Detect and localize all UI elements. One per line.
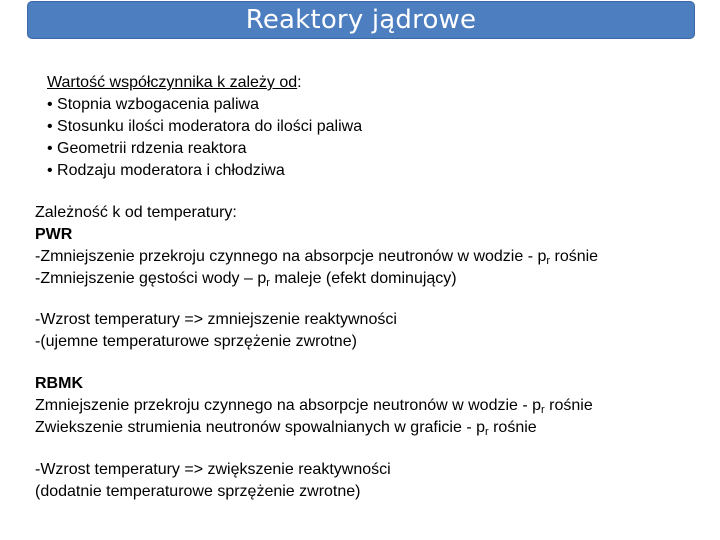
- k-factor-item: • Geometrii rdzenia reaktora: [47, 140, 247, 157]
- rbmk-line-1: Zmniejszenie przekroju czynnego na absorpcje neutronów w wodzie - $p_r$ rośnie: [35, 397, 593, 416]
- k-factors-heading: Wartość współczynnika k zależy od:: [47, 74, 302, 91]
- pwr-effect-1: -Wzrost temperatury => zmniejszenie reaktywności: [35, 311, 397, 328]
- pwr-effect-2: -(ujemne temperaturowe sprzężenie zwrotne): [35, 333, 357, 350]
- pwr-line-1: -Zmniejszenie przekroju czynnego na absorpcje neutronów w wodzie - $p_r$ rośnie: [35, 248, 599, 267]
- rbmk-label: RBMK: [35, 375, 83, 392]
- temperature-heading: Zależność k od temperatury:: [35, 204, 237, 221]
- pwr-line-2: -Zmniejszenie gęstości wody – $p_r$ maleje (efekt dominujący): [35, 270, 457, 289]
- k-factor-item: • Stosunku ilości moderatora do ilości paliwa: [47, 118, 363, 135]
- pwr-effect-section: [35, 309, 397, 353]
- temperature-heading-section: [35, 202, 598, 290]
- k-factor-item: • Stopnia wzbogacenia paliwa: [47, 96, 259, 113]
- rbmk-effect-1: -Wzrost temperatury => zwiększenie reaktywności: [35, 461, 391, 478]
- pwr-label: PWR: [35, 226, 73, 243]
- rbmk-line-2: Zwiekszenie strumienia neutronów spowalnianych w graficie - $p_r$ rośnie: [35, 419, 537, 438]
- rbmk-section: [35, 373, 593, 439]
- rbmk-effect-2: (dodatnie temperaturowe sprzężenie zwrotne): [35, 483, 361, 500]
- rbmk-effect-section: [35, 459, 391, 503]
- title-banner: [27, 1, 695, 39]
- k-factors-section: [47, 72, 362, 182]
- k-factor-item: • Rodzaju moderatora i chłodziwa: [47, 162, 285, 179]
- page-title: Reaktory jądrowe: [245, 5, 477, 35]
